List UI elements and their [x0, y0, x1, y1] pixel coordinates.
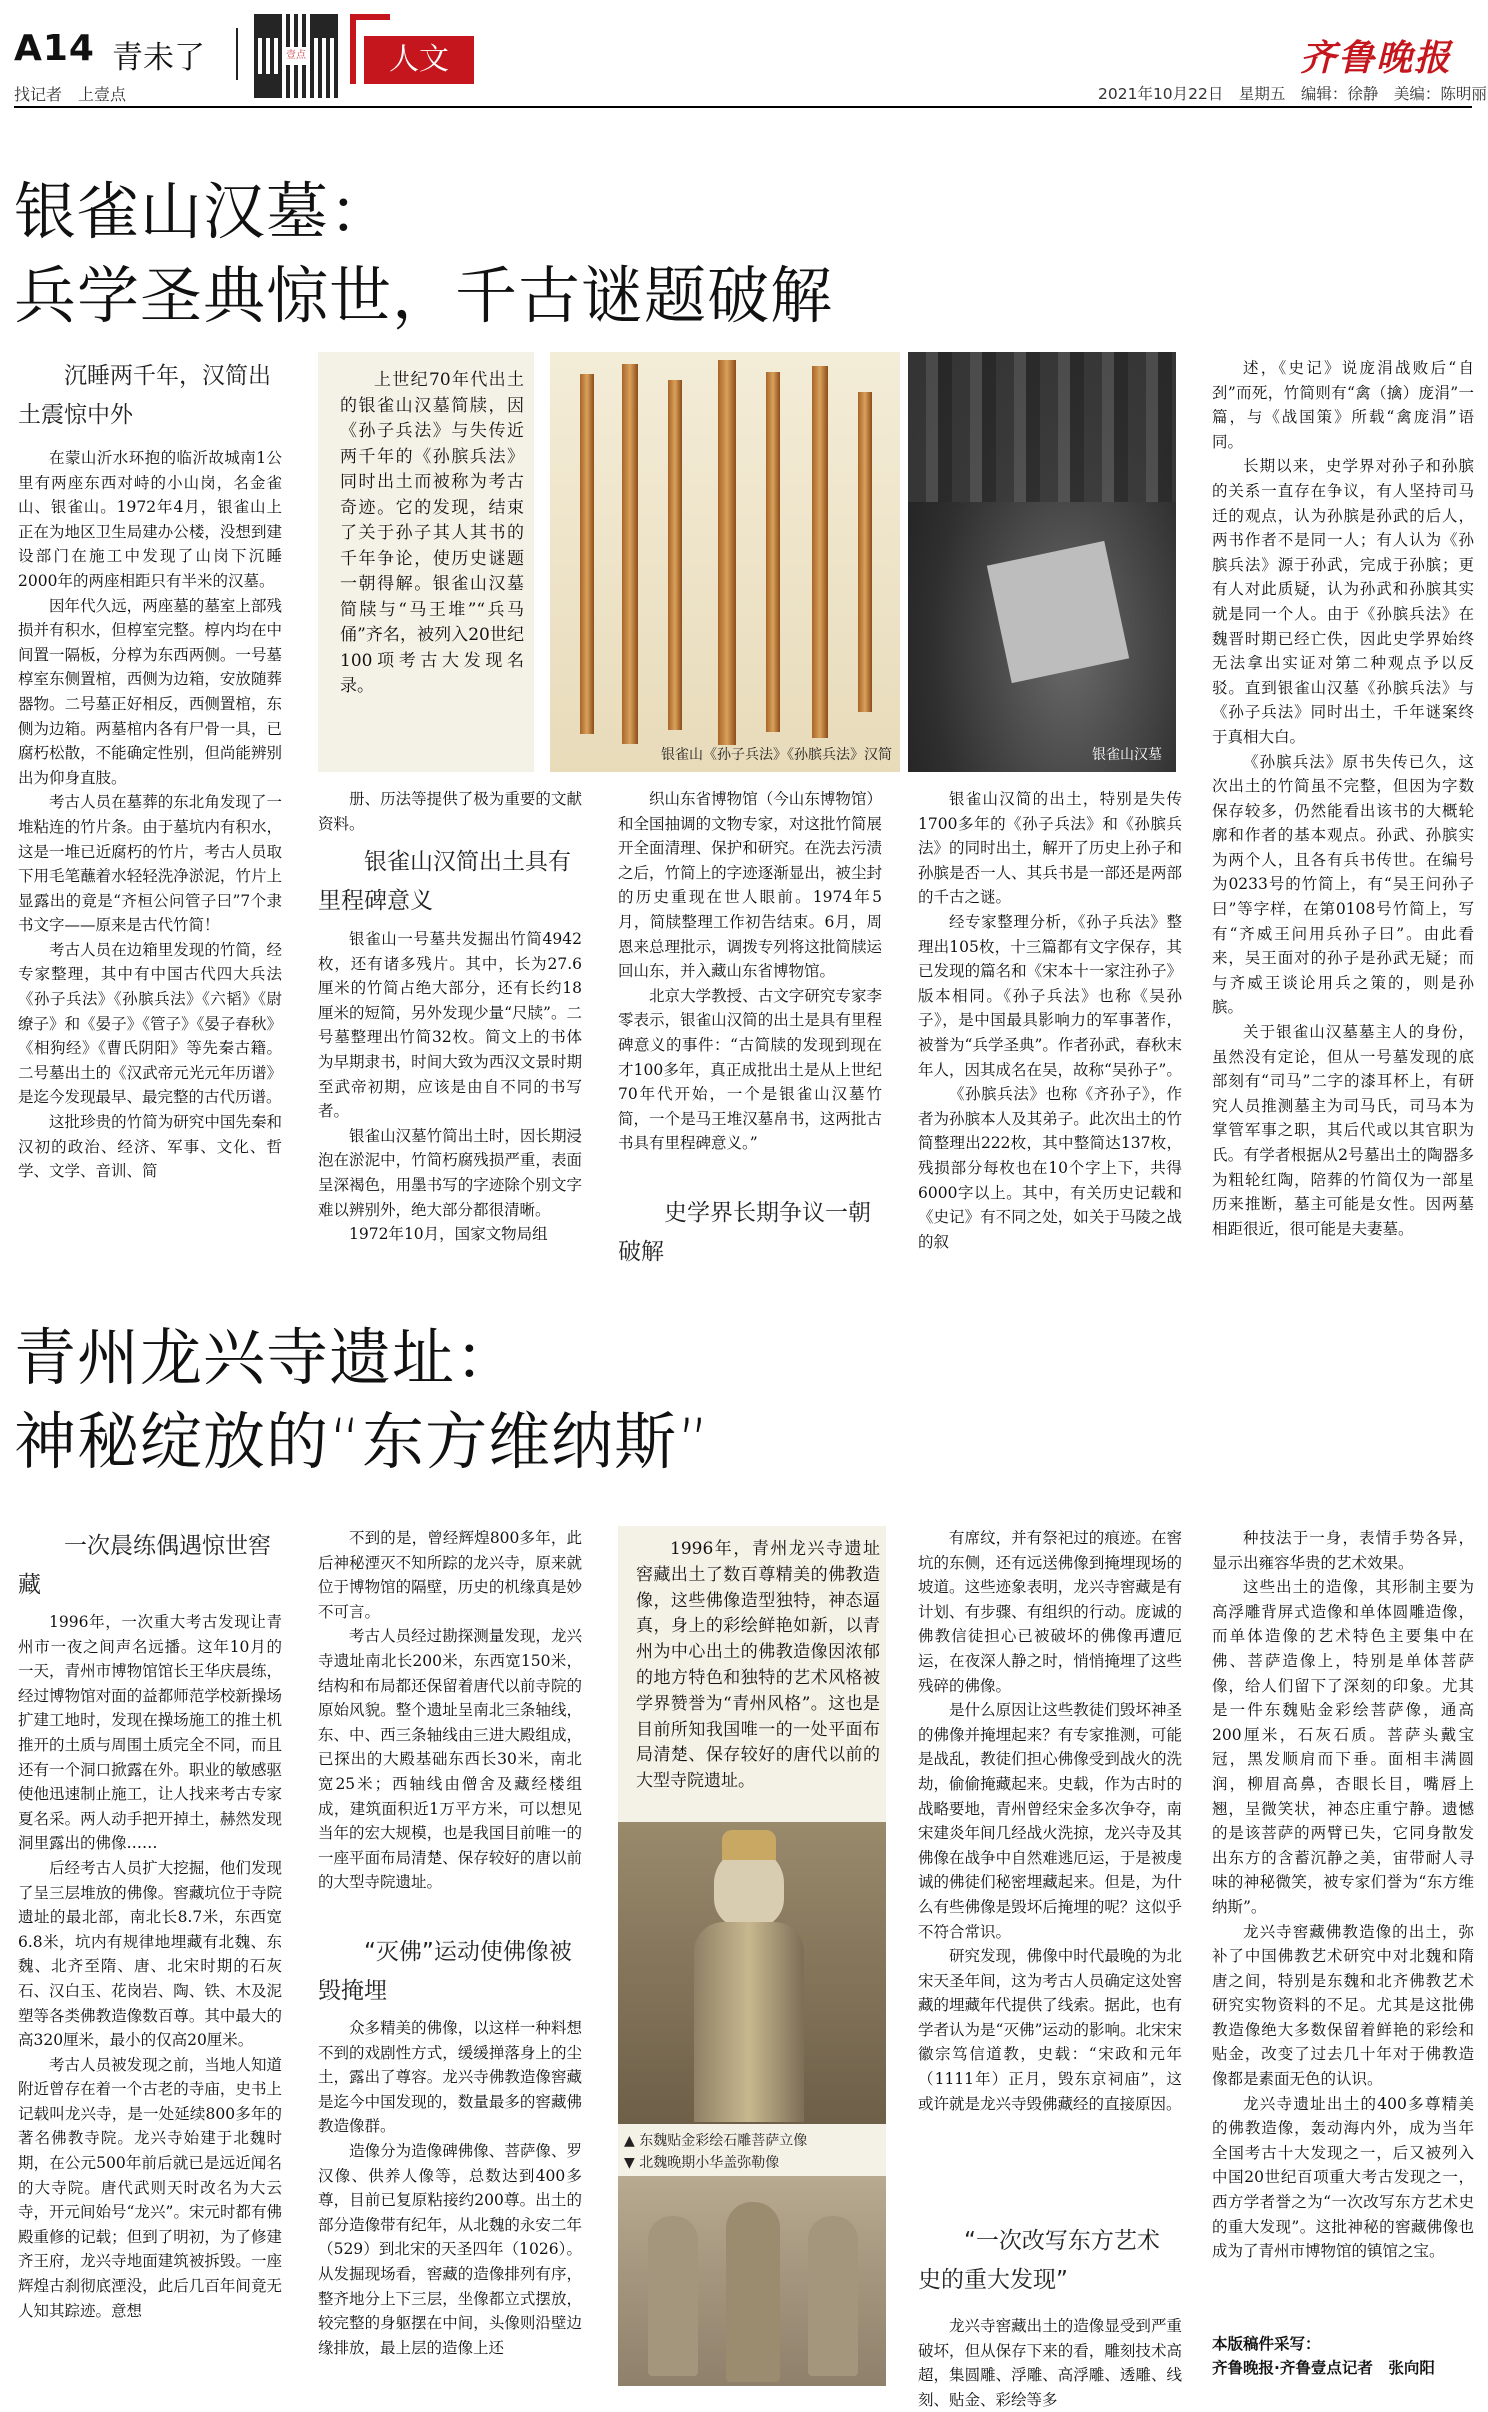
- article1-col5: 述，《史记》说庞涓战败后“自刭”而死，竹简则有“禽（擒）庞涓”一篇，与《战国策》所载“禽庞涓”语同。 长期以来，史学界对孙子和孙膑的关系一直存在争议，有人坚持司马迁的观点，认为孙膑是孙武的后人，两书作者不是同一人；有人认为《孙膑兵法》源于孙武，完成于孙膑；更有人对此质疑，认为孙武和孙膑其实就是同一个人。由于《孙膑兵法》在魏晋时期已经亡佚，因此史学界始终无法拿出实证对第二种观点予以反驳。直到银雀山汉墓《孙膑兵法》与《孙子兵法》同时出土，千年谜案终于真相大白。 《孙膑兵法》原书失传已久，这次出土的竹简虽不完整，但因为字数保存较多，仍然能看出该书的大概轮廓和作者的基本观点。孙武、孙膑实为两个人，且各有兵书传世。在编号为0233号的竹简上，有“吴王问孙子曰”等字样，在第0108号竹简上，写有“齐威王问用兵孙子曰”。由此看来，吴王面对的孙子是孙武无疑；而与齐威王谈论用兵之策的，则是孙膑。 关于银雀山汉墓墓主人的身份，虽然没有定论，但从一号墓发现的底部刻有“司马”二字的漆耳杯上，有研究人员推测墓主为司马氏，司马本为掌管军事之职，其后代或以其官职为氏。有学者根据从2号墓出土的陶器多为粗轮红陶，陪葬的竹简仅为一部星历来推断，墓主可能是女性。因两墓相距很近，很可能是夫妻墓。: [1212, 359, 1474, 1238]
- article1-subhead-3: 史学界长期争议一朝破解: [618, 1200, 871, 1265]
- bamboo-slips-photo: [550, 352, 900, 772]
- maitreya-stele-photo: [618, 2176, 886, 2386]
- article2-title-line2: 神秘绽放的“东方维纳斯”: [14, 1405, 711, 1478]
- article1-col3: 织山东省博物馆（今山东博物馆）和全国抽调的文物专家，对这批竹简展开全面清理、保护和研究。在洗去污渍之后，竹简上的字迹逐渐显出，被尘封的历史重现在世人眼前。1974年5月，简牍整理工作初告结束。6月，周恩来总理批示，调拨专列将这批简牍运回山东，并入藏山东省博物馆。 北京大学教授、古文字研究专家李零表示，银雀山汉简的出土是具有里程碑意义的事件：“古简牍的发现到现在才100多年，真正成批出土是从上世纪70年代开始，一个是银雀山汉墓竹简，一个是马王堆汉墓帛书，这两批古书具有里程碑意义。”: [618, 790, 882, 1153]
- article1-title-line2: 兵学圣典惊世，千古谜题破解: [14, 259, 834, 332]
- header-rule: [14, 106, 1472, 108]
- column-tag: 人文: [364, 36, 474, 84]
- section-name: 青未了: [112, 40, 205, 76]
- article1-col1: 在蒙山沂水环抱的临沂故城南1公里有两座东西对峙的小山岗，名金雀山、银雀山。1972年4月，银雀山上正在为地区卫生局建办公楼，没想到建设部门在施工中发现了山岗下沉睡2000年的两座相距只有半米的汉墓。 因年代久远，两座墓的墓室上部残损并有积水，但椁室完整。椁内均在中间置一隔板，分椁为东西两侧。一号墓椁室东侧置棺，西侧为边箱，安放随葬器物。二号墓正好相反，西侧置棺，东侧为边箱。两墓棺内各有尸骨一具，已腐朽松散，不能确定性别，但尚能辨别出为仰身直肢。 考古人员在墓葬的东北角发现了一堆粘连的竹片条。由于墓坑内有积水，这是一堆已近腐朽的竹片，考古人员取下用毛笔蘸着水轻轻洗净淤泥，竹片上显露出的竟是“齐桓公问管子曰”7个隶书文字——原来是古代竹简！ 考古人员在边箱里发现的竹简，经专家整理，其中有中国古代四大兵法《孙子兵法》《孙膑兵法》《六韬》《尉缭子》和《晏子》《管子》《晏子春秋》《相狗经》《曹氏阴阳》等先秦古籍。二号墓出土的《汉武帝元光元年历谱》是迄今发现最早、最完整的古代历谱。 这批珍贵的竹简为研究中国先秦和汉初的政治、经济、军事、文化、哲学、文学、音训、简: [18, 449, 282, 1181]
- masthead-logo: 齐鲁晚报: [1300, 37, 1453, 79]
- article2-subhead-2: “灭佛”运动使佛像被毁掩埋: [318, 1939, 572, 2004]
- article2-col3: 有席纹，并有祭祀过的痕迹。在窖坑的东侧，还有远送佛像到掩埋现场的坡道。这些迹象表明，龙兴寺窖藏是有计划、有步骤、有组织的行动。庞诚的佛教信徒担心已被破坏的佛像再遭厄运，在夜深人静之时，悄悄掩埋了这些残碎的佛像。 是什么原因让这些教徒们毁坏神圣的佛像并掩埋起来？有专家推测，可能是战乱，教徒们担心佛像受到战火的洗劫，偷偷掩藏起来。史载，作为古时的战略要地，青州曾经宋金多次争夺，南宋建炎年间几经战火洗掠，龙兴寺及其佛像在战争中自然难逃厄运，于是被虔诚的佛徒们秘密埋藏起来。但是，为什么有些佛像是毁坏后掩埋的呢？这似乎不符合常识。 研究发现，佛像中时代最晚的为北宋天圣年间，这为考古人员确定这处窖藏的埋藏年代提供了线索。据此，也有学者认为是“灭佛”运动的影响。北宋宋徽宗笃信道教，史载：“宋政和元年（1111年）正月，毁东京祠庙”，这或许就是龙兴寺毁佛藏经的直接原因。: [918, 1529, 1182, 2113]
- photo-caption-1: ▲ 东魏贴金彩绘石雕菩萨立像: [624, 2133, 808, 2149]
- article1-col4: 银雀山汉简的出土，特别是失传1700多年的《孙子兵法》和《孙膑兵法》的同时出土，解开了历史上孙子和孙膑是否一人、其兵书是一部还是两部的千古之谜。 经专家整理分析，《孙子兵法》整理出105枚，十三篇都有文字保存，其已发现的篇名和《宋本十一家注孙子》版本相同。《孙子兵法》也称《吴孙子》，是中国最具影响力的军事著作，被誉为“兵学圣典”。作者孙武，春秋末年人，因其成名在吴，故称“吴孙子”。 《孙膑兵法》也称《齐孙子》，作者为孙膑本人及其弟子。此次出土的竹简整理出222枚，其中整简达137枚，残损部分每枚也在10个字上下，共得6000字以上。其中，有关历史记载和《史记》有不同之处，如关于马陵之战的叙: [918, 790, 1182, 1251]
- article2-col1: 1996年，一次重大考古发现让青州市一夜之间声名远播。这年10月的一天，青州市博物馆馆长王华庆晨练，经过博物馆对面的益都师范学校新操场扩建工地时，发现在操场施工的推土机推开的土质与周围土质完全不同，而且还有一个洞口掀露在外。职业的敏感驱使他迅速制止施工，让人找来考古专家夏名采。两人动手把开掉土，赫然发现洞里露出的佛像…… 后经考古人员扩大挖掘，他们发现了呈三层堆放的佛像。窖藏坑位于寺院遗址的最北部，南北长8.7米，东西宽6.8米，坑内有规律地埋藏有北魏、东魏、北齐至隋、唐、北宋时期的石灰石、汉白玉、花岗岩、陶、铁、木及泥塑等各类佛教造像数百尊。其中最大的高320厘米，最小的仅高20厘米。 考古人员被发现之前，当地人知道附近曾存在着一个古老的寺庙，史书上记载叫龙兴寺，是一处延续800多年的著名佛教寺院。龙兴寺始建于北魏时期，在公元500年前后就已是远近闻名的大寺院。唐代武则天时改名为大云寺，开元间始号“龙兴”。宋元时都有佛殿重修的记载；但到了明初，为了修建齐王府，龙兴寺地面建筑被拆毁。一座辉煌古刹彻底湮没，此后几百年间竟无人知其踪迹。意想: [18, 1613, 282, 2320]
- article1-col2: 银雀山一号墓共发掘出竹简4942枚，还有诸多残片。其中，长为27.6厘米的竹简占绝大部分，还有长约18厘米的短简，另外发现少量“尺牍”。二号墓整理出竹简32枚。简文上的书体为早期隶书，时间大致为西汉文景时期至武帝初期，应该是由自不同的书写者。 银雀山汉墓竹简出土时，因长期浸泡在淤泥中，竹简朽腐残损严重，表面呈深褐色，用墨书写的字迹除个别文字难以辨别外，绝大部分都很清晰。 1972年10月，国家文物局组: [318, 930, 582, 1244]
- photo-caption-2: ▼ 北魏晚期小华盖弥勒像: [624, 2155, 780, 2171]
- article2-col3b: 龙兴寺窖藏出土的造像显受到严重破坏，但从保存下来的看，雕刻技术高超，集圆雕、浮雕、高浮雕、透雕、线刻、贴金、彩绘等多: [918, 2317, 1182, 2409]
- article2-col2: 不到的是，曾经辉煌800多年，此后神秘湮灭不知所踪的龙兴寺，原来就位于博物馆的隔壁，历史的机缘真是妙不可言。 考古人员经过勘探测量发现，龙兴寺遗址南北长200米，东西宽150米，结构和布局都还保留着唐代以前寺院的原始风貌。整个遗址呈南北三条轴线，东、中、西三条轴线由三进大殿组成，已探出的大殿基础东西长30米，南北宽25米；西轴线由僧舍及藏经楼组成，建筑面积近1万平方米，可以想见当年的宏大规模，也是我国目前唯一的一座平面布局清楚、保存较好的唐以前的大型寺院遗址。: [318, 1529, 582, 1892]
- header-divider: [236, 28, 238, 80]
- qr-label: 壹点: [283, 47, 309, 65]
- column-tag-bracket-top: [350, 14, 390, 20]
- credit-block: [1212, 2332, 1474, 2380]
- qr-code[interactable]: [254, 14, 338, 98]
- article2-col2b: 众多精美的佛像，以这样一种料想不到的戏剧性方式，缓缓掸落身上的尘土，露出了尊容。龙兴寺佛教造像窖藏是迄今中国发现的，数量最多的窖藏佛教造像群。 造像分为造像碑佛像、菩萨像、罗汉像、供养人像等，总数达到400多尊，目前已复原粘接约200尊。出土的部分造像带有纪年，从北魏的永安二年（529）到北宋的天圣四年（1026）。从发掘现场看，窖藏的造像排列有序，整齐地分上下三层，坐像都立式摆放，较完整的身躯摆在中间，头像则沿壁边缘排放，最上层的造像上还: [318, 2019, 582, 2357]
- article2-subhead-1: 一次晨练偶遇惊世窖藏: [18, 1533, 271, 1598]
- bodhisattva-statue-photo: [618, 1822, 886, 2124]
- column-tag-bracket: [350, 14, 356, 84]
- article2-col4: 种技法于一身，表情手势各异，显示出雍容华贵的艺术效果。 这些出土的造像，其形制主要为高浮雕背屏式造像和单体圆雕造像，而单体造像的艺术特色主要集中在佛、菩萨造像上，特别是单体菩萨像，给人们留下了深刻的印象。尤其是一件东魏贴金彩绘菩萨像，通高200厘米，石灰石质。菩萨头戴宝冠，黑发顺肩而下垂。面相丰满圆润，柳眉高鼻，杏眼长目，嘴唇上翘，呈微笑状，神态庄重宁静。遗憾的是该菩萨的两臂已失，它同身散发出东方的含蓄沉静之美，宙带耐人寻味的神秘微笑，被专家们誉为“东方维纳斯”。 龙兴寺窖藏佛教造像的出土，弥补了中国佛教艺术研究中对北魏和隋唐之间，特别是东魏和北齐佛教艺术研究实物资料的不足。尤其是这批佛教造像绝大多数保留着鲜艳的彩绘和贴金，改变了过去几十年对于佛教造像都是素面无色的认识。 龙兴寺遗址出土的400多尊精美的佛教造像，轰动海内外，成为当年全国考古十大发现之一，后又被列入中国20世纪百项重大考古发现之一，西方学者誉之为“一次改写东方艺术史的重大发现”。这批神秘的窖藏佛像也成为了青州市博物馆的镇馆之宝。: [1212, 1529, 1474, 2261]
- article2-lead: 1996年，青州龙兴寺遗址窖藏出土了数百尊精美的佛教造像，这些佛像造型独特，神态逼真，身上的彩绘鲜艳如新，以青州为中心出土的佛教造像因浓郁的地方特色和独特的艺术风格被学界赞誉为“青州风格”。这也是目前所知我国唯一的一处平面布局清楚、保存较好的唐代以前的大型寺院遗址。: [636, 1539, 880, 1792]
- credit-text: 齐鲁晚报·齐鲁壹点记者 张向阳: [1212, 2359, 1435, 2377]
- credit-label: 本版稿件采写：: [1212, 2335, 1321, 2353]
- article2-subhead-3: “一次改写东方艺术史的重大发现”: [918, 2228, 1160, 2293]
- bamboo-photo-caption: 银雀山《孙子兵法》《孙膑兵法》汉简: [661, 747, 892, 763]
- page-number: A14: [14, 28, 95, 69]
- slogan: 找记者 上壹点: [14, 85, 127, 104]
- date-editor-line: 2021年10月22日 星期五 编辑：徐静 美编：陈明丽: [1098, 85, 1487, 103]
- article1-col2-top: 册、历法等提供了极为重要的文献资料。: [318, 790, 582, 833]
- article1-lead: 上世纪70年代出土的银雀山汉墓简牍，因《孙子兵法》与失传近两千年的《孙膑兵法》同时出土而被称为考古奇迹。它的发现，结束了关于孙子其人其书的千年争论，使历史谜题一朝得解。银雀山汉墓简牍与“马王堆”“兵马俑”齐名，被列入20世纪100项考古大发现名录。: [340, 370, 524, 696]
- article1-subhead-1: 沉睡两千年，汉简出土震惊中外: [18, 363, 271, 428]
- excavation-photo-caption: 银雀山汉墓: [1092, 747, 1162, 763]
- article1-subhead-2: 银雀山汉简出土具有里程碑意义: [318, 849, 571, 914]
- article1-title-line1: 银雀山汉墓：: [14, 175, 393, 248]
- excavation-photo: [908, 352, 1176, 772]
- article2-title-line1: 青州龙兴寺遗址：: [14, 1321, 519, 1394]
